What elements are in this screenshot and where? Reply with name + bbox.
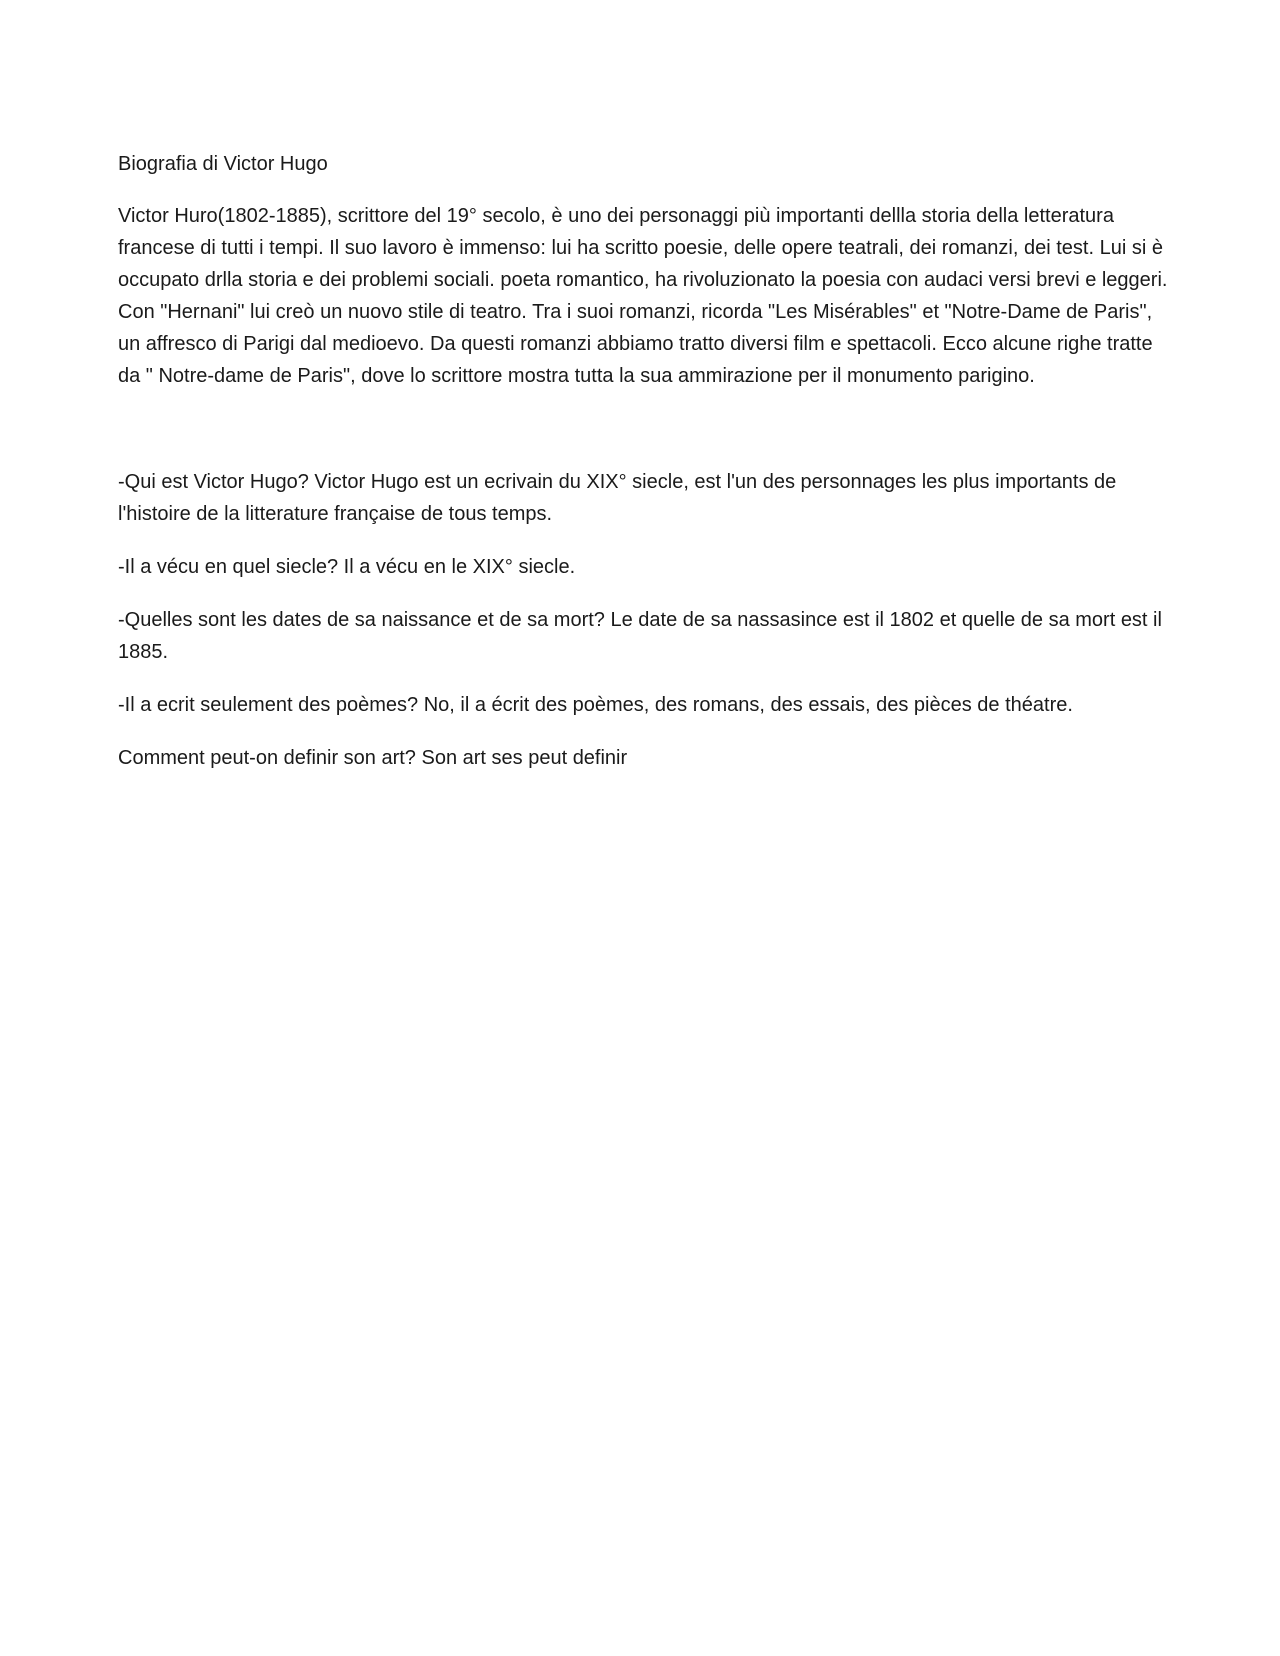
qa-paragraph-3: -Quelles sont les dates de sa naissance et de sa mort? Le date de sa nassasince est il 1802 et quelle de sa mort est il 1885. xyxy=(118,609,1162,663)
biography-paragraph: Victor Huro(1802-1885), scrittore del 19° secolo, è uno dei personaggi più importanti dellla storia della letteratura francese di tutti i tempi. Il suo lavoro è immenso: lui ha scritto poesie, delle opere teatrali, dei romanzi, dei test. Lui si è occupato drlla storia e dei problemi sociali. poeta romantico, ha rivoluzionato la poesia con audaci versi brevi e leggeri. Con "Hernani" lui creò un nuovo stile di teatro. Tra i suoi romanzi, ricorda "Les Misérables" et "Notre-Dame de Paris", un affresco di Parigi dal medioevo. Da questi romanzi abbiamo tratto diversi film e spettacoli. Ecco alcune righe tratte da " Notre-dame de Paris", dove lo scrittore mostra tutta la sua ammirazione per il monumento parigino. xyxy=(118,205,1168,387)
document-body xyxy=(118,148,1170,795)
qa-paragraph-4: -Il a ecrit seulement des poèmes? No, il a écrit des poèmes, des romans, des essais, des pièces de théatre. xyxy=(118,694,1073,716)
qa-paragraph-2: -Il a vécu en quel siecle? Il a vécu en le XIX° siecle. xyxy=(118,556,576,578)
qa-paragraph-1: -Qui est Victor Hugo? Victor Hugo est un ecrivain du XIX° siecle, est l'un des personnages les plus importants de l'histoire de la litterature française de tous temps. xyxy=(118,471,1117,525)
qa-paragraph-5: Comment peut-on definir son art? Son art ses peut definir xyxy=(118,747,628,769)
document-title: Biografia di Victor Hugo xyxy=(118,153,328,175)
